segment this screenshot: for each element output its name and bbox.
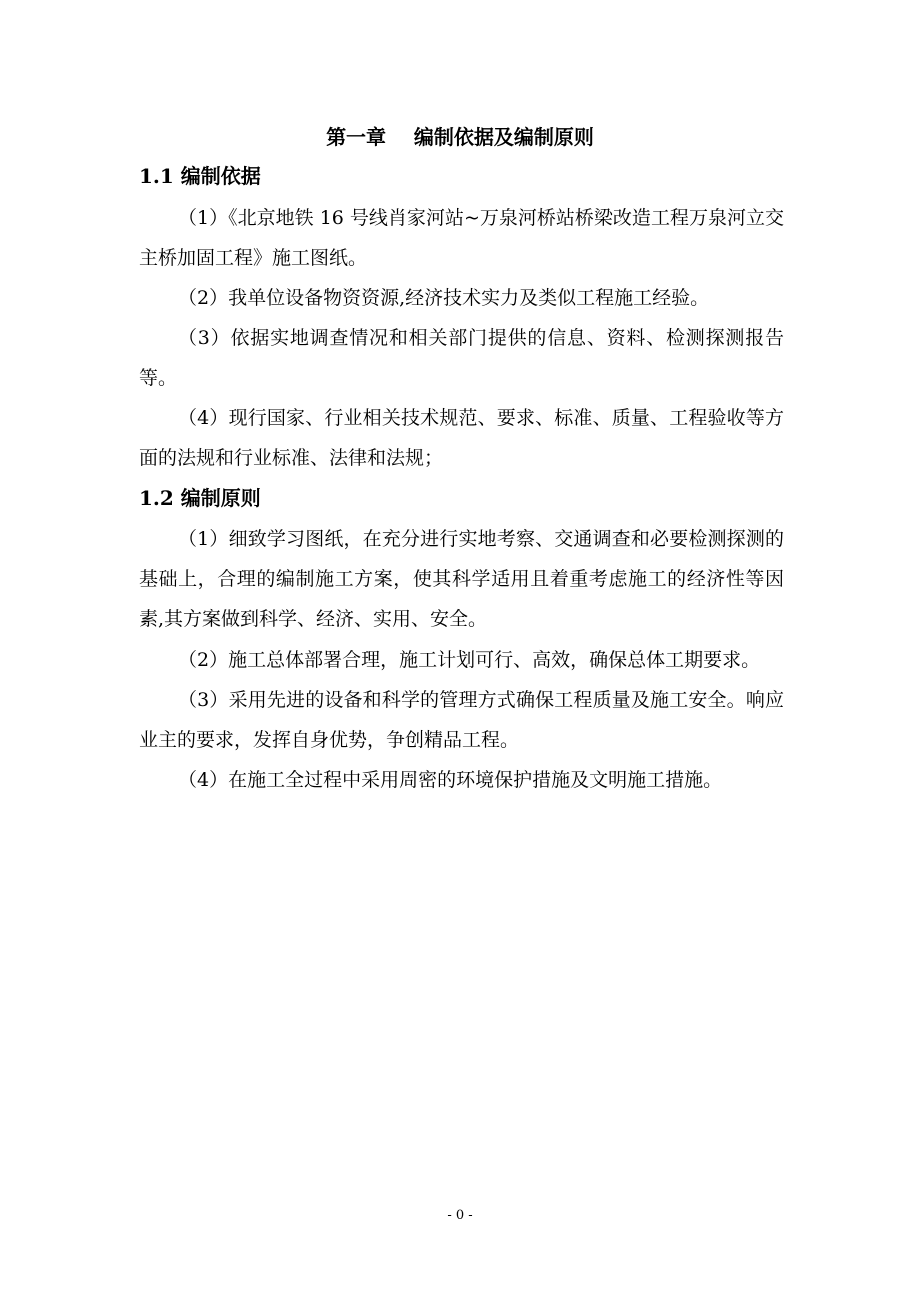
- section-heading-1-2: 1.2 编制原则: [139, 486, 261, 510]
- basis-item-4: （4）现行国家、行业相关技术规范、要求、标准、质量、工程验收等方面的法规和行业标准、法律和法规；: [139, 407, 784, 469]
- principle-item-1: （1）细致学习图纸，在充分进行实地考察、交通调查和必要检测探测的基础上，合理的编制施工方案，使其科学适用且着重考虑施工的经济性等因素,其方案做到科学、经济、实用、安全。: [139, 528, 784, 630]
- chapter-title: 第一章 编制依据及编制原则: [326, 125, 594, 149]
- section-heading-1-1: 1.1 编制依据: [139, 164, 261, 188]
- principle-item-4: （4）在施工全过程中采用周密的环境保护措施及文明施工措施。: [178, 769, 723, 791]
- principle-item-2: （2）施工总体部署合理，施工计划可行、高效，确保总体工期要求。: [178, 649, 761, 671]
- basis-item-3: （3）依据实地调查情况和相关部门提供的信息、资料、检测探测报告等。: [139, 327, 784, 389]
- principle-item-3: （3）采用先进的设备和科学的管理方式确保工程质量及施工安全。响应业主的要求，发挥自身优势，争创精品工程。: [139, 689, 784, 751]
- page-number: - 0 -: [447, 1208, 473, 1223]
- basis-item-1: （1）《北京地铁 16 号线肖家河站~万泉河桥站桥梁改造工程万泉河立交主桥加固工程》施工图纸。: [139, 207, 784, 269]
- basis-item-2: （2）我单位设备物资资源,经济技术实力及类似工程施工经验。: [178, 287, 710, 309]
